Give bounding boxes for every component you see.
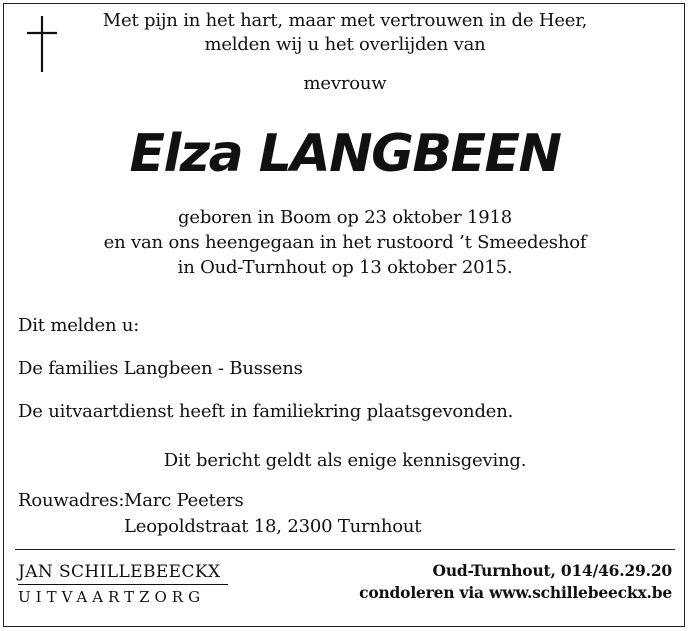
funeral-home-subtitle: UITVAARTZORG <box>18 588 206 606</box>
address-label: Rouwadres: <box>18 490 125 511</box>
phone-line: Oud-Turnhout, 014/46.29.20 <box>432 561 672 580</box>
footer-divider <box>15 549 675 550</box>
address-name: Marc Peeters <box>124 490 244 511</box>
website-line: condoleren via www.schillebeeckx.be <box>359 583 672 602</box>
intro-line-2: melden wij u het overlijden van <box>204 34 486 55</box>
ceremony-line: De uitvaartdienst heeft in familiekring plaatsgevonden. <box>18 401 514 422</box>
logo-underline <box>18 584 228 585</box>
death-place-line: in Oud-Turnhout op 13 oktober 2015. <box>177 257 513 278</box>
intro-line-1: Met pijn in het hart, maar met vertrouwen in de Heer, <box>102 10 588 31</box>
funeral-home-name: JAN SCHILLEBEECKX <box>18 562 221 582</box>
announcement-label: Dit melden u: <box>18 315 140 336</box>
families-line: De families Langbeen - Bussens <box>18 358 303 379</box>
deceased-name: Elza LANGBEEN <box>129 124 561 184</box>
title-prefix: mevrouw <box>303 73 387 94</box>
funeral-home-logo <box>18 561 232 607</box>
address-street: Leopoldstraat 18, 2300 Turnhout <box>124 516 422 537</box>
birth-line: geboren in Boom op 23 oktober 1918 <box>178 207 512 228</box>
notice-line: Dit bericht geldt als enige kennisgeving. <box>163 450 527 471</box>
death-line: en van ons heengegaan in het rustoord ’t Smeedeshof <box>103 232 587 253</box>
